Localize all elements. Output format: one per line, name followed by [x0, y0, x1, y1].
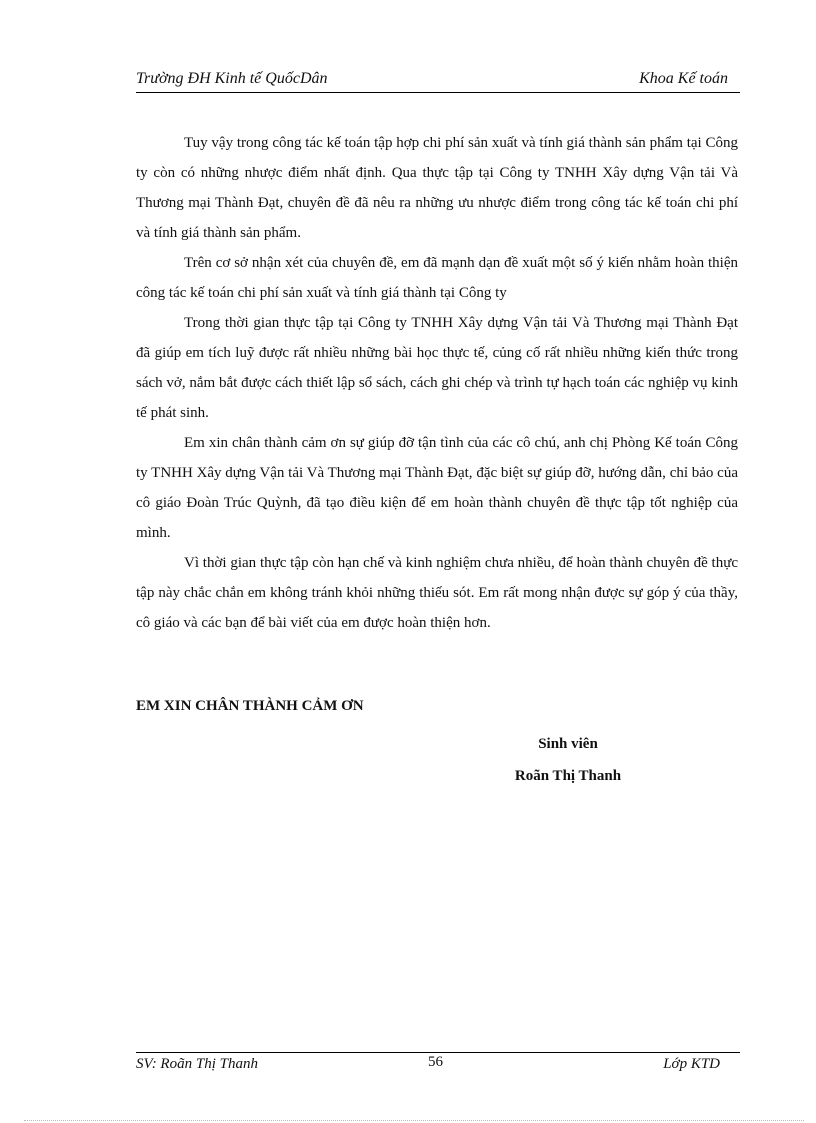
footer-student: SV: Roãn Thị Thanh: [136, 1056, 258, 1072]
page-header: [136, 68, 740, 93]
paragraph-5: Vì thời gian thực tập còn hạn chế và kinh nghiệm chưa nhiều, để hoàn thành chuyên đề thực tập này chắc chắn em không tránh khỏi những thiếu sót. Em rất mong nhận được sự góp ý của thầy, cô giáo và các bạn để bài viết của em được hoàn thiện hơn.: [136, 555, 738, 631]
body-text: [136, 128, 738, 638]
signature-role: Sinh viên: [538, 736, 598, 752]
paragraph-4: Em xin chân thành cảm ơn sự giúp đỡ tận tình của các cô chú, anh chị Phòng Kế toán Công ty TNHH Xây dựng Vận tải Và Thương mại Thành Đạt, đặc biệt sự giúp đỡ, hướng dẫn, chỉ bảo của cô giáo Đoàn Trúc Quỳnh, đã tạo điều kiện để em hoàn thành chuyên đề thực tập tốt nghiệp của mình.: [136, 435, 738, 541]
page-number: 56: [428, 1054, 443, 1070]
header-department: Khoa Kế toán: [639, 70, 728, 87]
bottom-dotted-border: [24, 1120, 804, 1121]
paragraph-2: Trên cơ sở nhận xét của chuyên đề, em đã mạnh dạn đề xuất một số ý kiến nhằm hoàn thiện công tác kế toán chi phí sản xuất và tính giá thành tại Công ty: [136, 255, 738, 301]
signature-name: Roãn Thị Thanh: [514, 768, 622, 784]
header-school: Trường ĐH Kinh tế QuốcDân: [136, 70, 328, 87]
paragraph-1: Tuy vậy trong công tác kế toán tập hợp chi phí sản xuất và tính giá thành sản phẩm tại Công ty còn có những nhược điểm nhất định. Qua thực tập tại Công ty TNHH Xây dựng Vận tải Và Thương mại Thành Đạt, chuyên đề đã nêu ra những ưu nhược điểm trong công tác kế toán chi phí và tính giá thành sản phẩm.: [136, 135, 738, 241]
paragraph-3: Trong thời gian thực tập tại Công ty TNHH Xây dựng Vận tải Và Thương mại Thành Đạt đã giúp em tích luỹ được rất nhiều những bài học thực tế, củng cố rất nhiều những kiến thức trong sách vở, nắm bắt được cách thiết lập sổ sách, cách ghi chép và trình tự hạch toán các nghiệp vụ kinh tế phát sinh.: [136, 315, 738, 421]
signature-block: [468, 728, 668, 792]
page-footer: [136, 1052, 740, 1075]
closing-thanks: EM XIN CHÂN THÀNH CẢM ƠN: [136, 698, 364, 714]
footer-class: Lớp KTD: [663, 1056, 720, 1072]
